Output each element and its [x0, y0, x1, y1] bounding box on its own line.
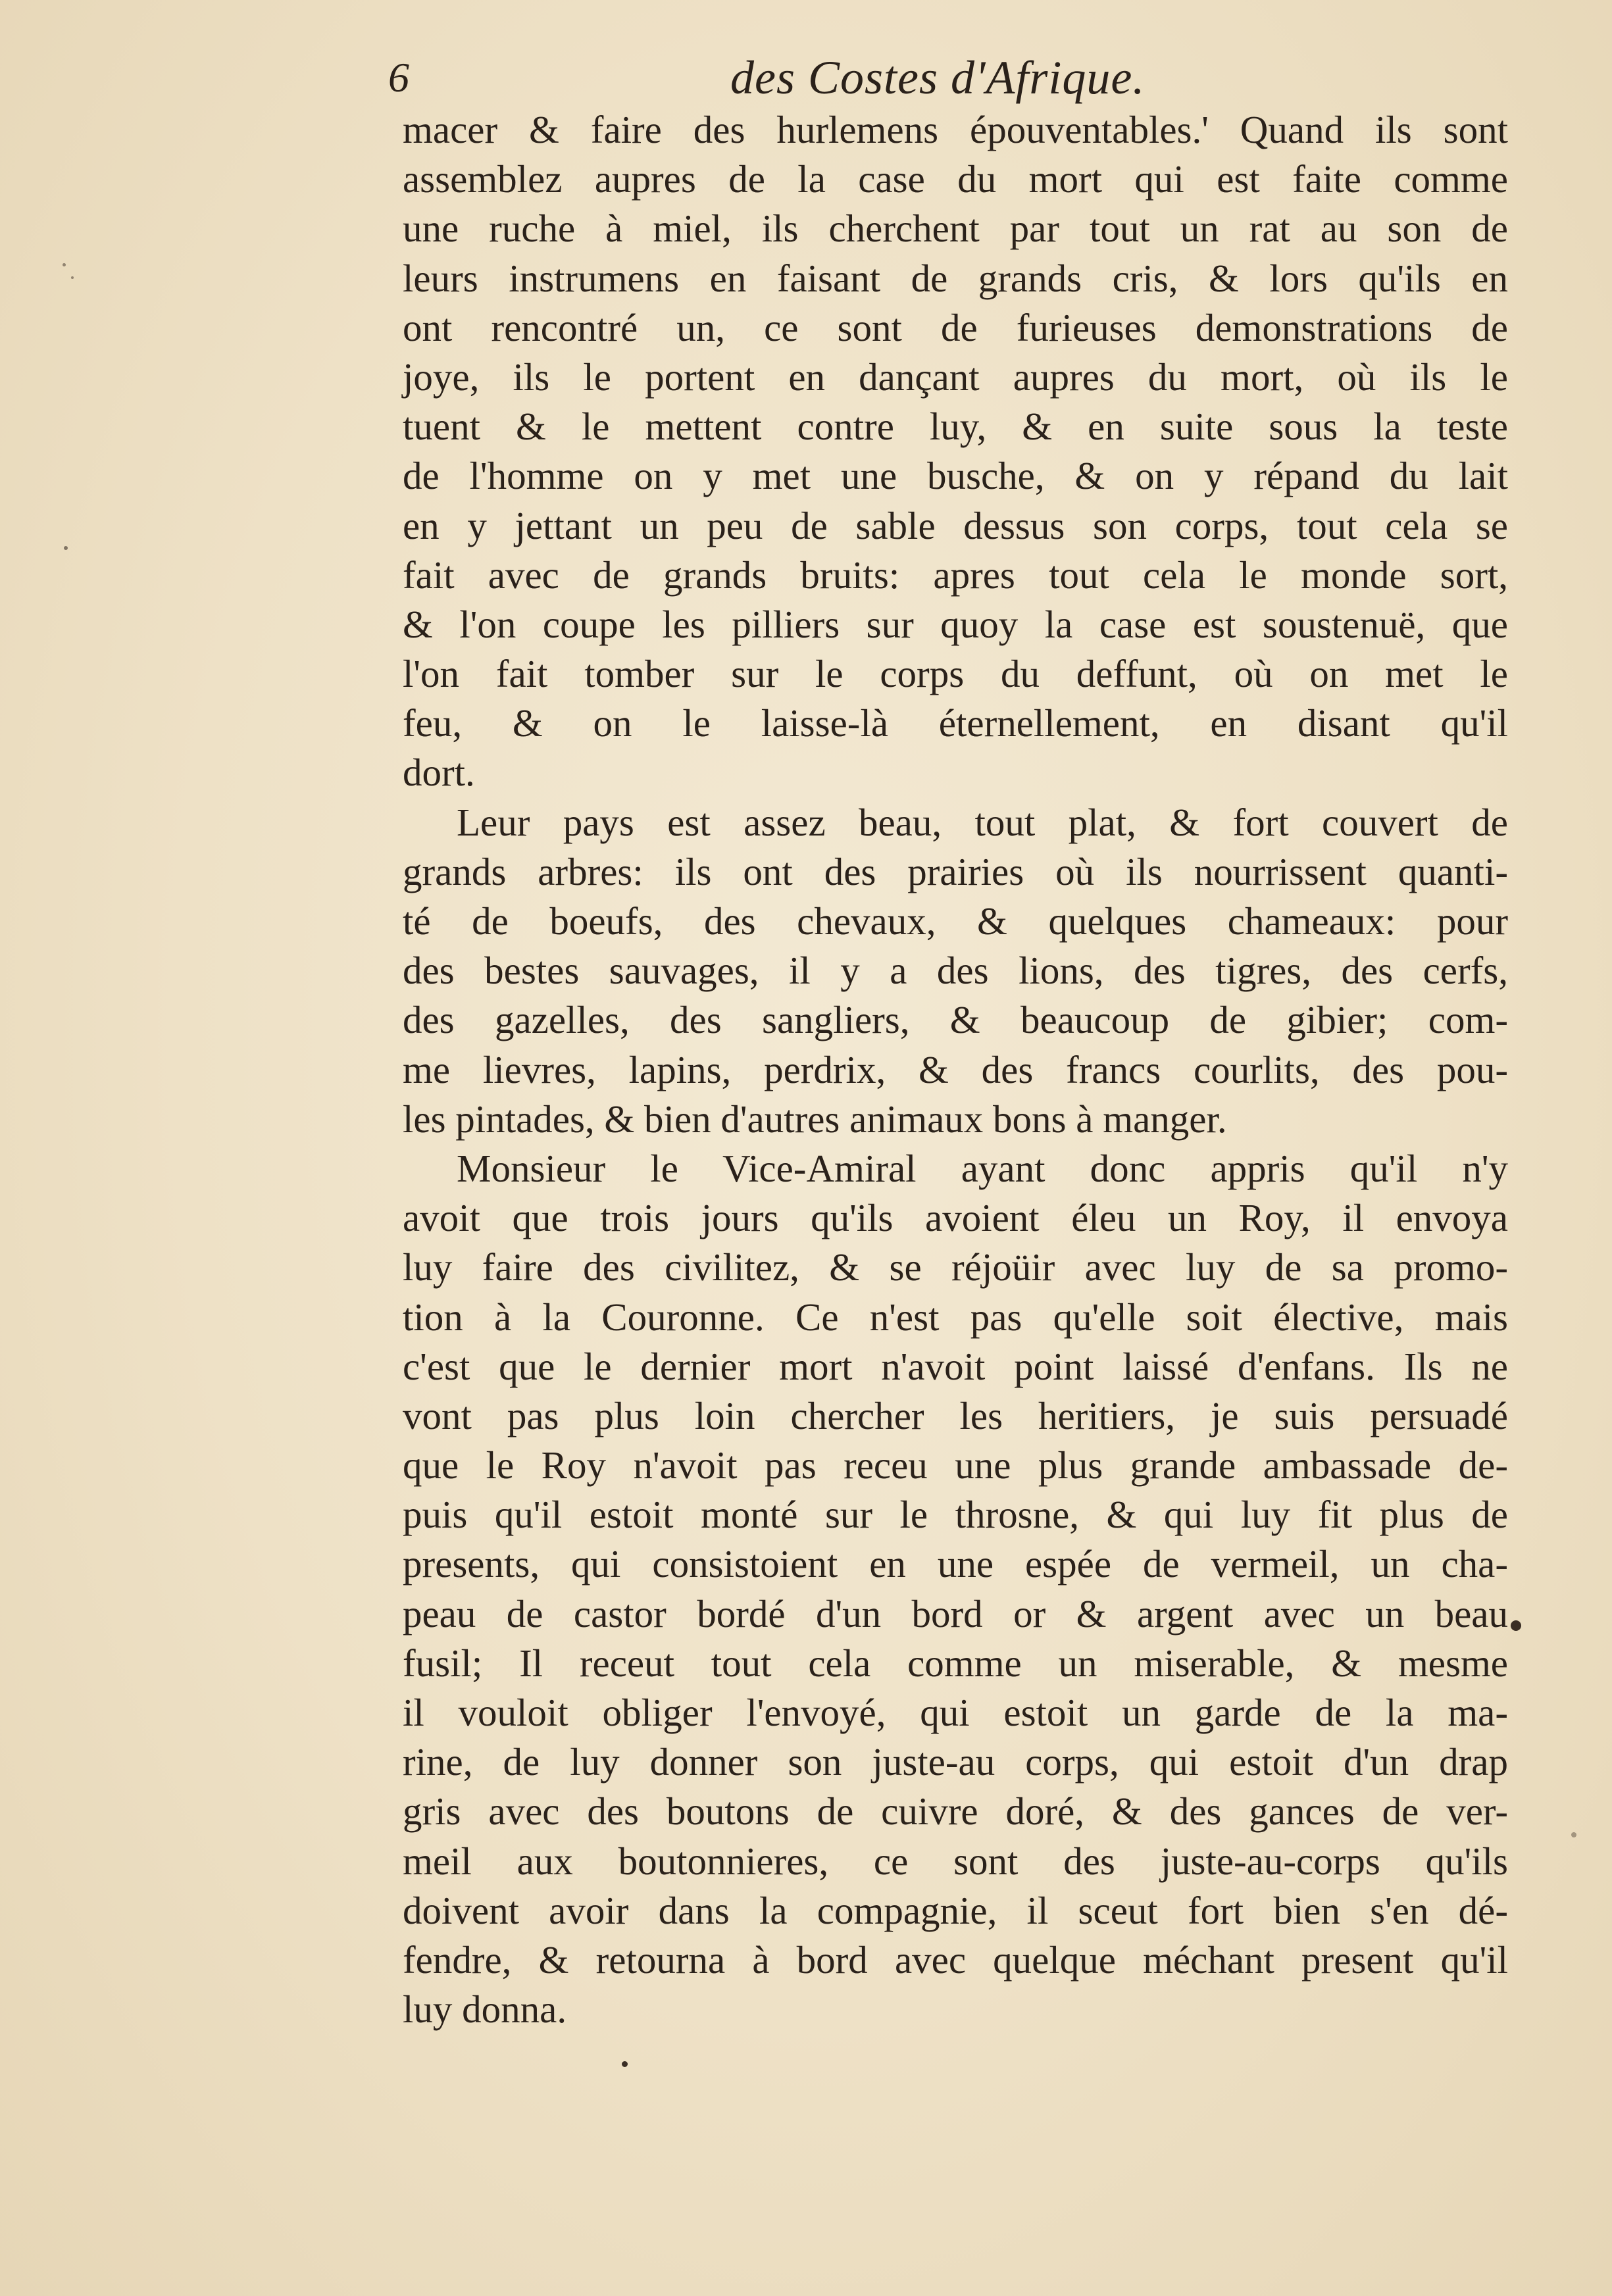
ink-speck: [71, 276, 74, 279]
text-line: fusil; Il receut tout cela comme un miserable, & mesme: [403, 1641, 1508, 1685]
text-line: de l'homme on y met une busche, & on y répand du lait: [403, 454, 1508, 498]
text-line: presents, qui consistoient en une espée de vermeil, un cha-: [403, 1542, 1508, 1586]
text-line: grands arbres: ils ont des prairies où ils nourrissent quanti-: [403, 849, 1508, 893]
text-line: c'est que le dernier mort n'avoit point laissé d'enfans. Ils ne: [403, 1344, 1508, 1388]
text-line: puis qu'il estoit monté sur le throsne, & qui luy fit plus de: [403, 1493, 1508, 1537]
text-line: té de boeufs, des chevaux, & quelques chameaux: pour: [403, 899, 1508, 943]
text-line: peau de castor bordé d'un bord or & argent avec un beau: [403, 1591, 1508, 1635]
text-line: tion à la Couronne. Ce n'est pas qu'elle soit élective, mais: [403, 1295, 1508, 1339]
text-line: doivent avoir dans la compagnie, il sceut fort bien s'en dé-: [403, 1888, 1508, 1932]
text-line: dort.: [403, 751, 475, 795]
paragraph: [403, 798, 1508, 1144]
text-line: feu, & on le laisse-là éternellement, en disant qu'il: [403, 701, 1508, 745]
ink-speck: [622, 2061, 628, 2067]
body-text: [403, 105, 1508, 2034]
text-line: joye, ils le portent en dançant aupres du mort, où ils le: [403, 355, 1508, 399]
text-line: que le Roy n'avoit pas receu une plus grande ambassade de-: [403, 1443, 1508, 1487]
text-line: fait avec de grands bruits: apres tout cela le monde sort,: [403, 553, 1508, 597]
text-line: assemblez aupres de la case du mort qui est faite comme: [403, 157, 1508, 201]
ink-speck: [64, 546, 68, 550]
text-line: l'on fait tomber sur le corps du deffunt, où on met le: [403, 652, 1508, 696]
text-line: des bestes sauvages, il y a des lions, des tigres, des cerfs,: [403, 949, 1508, 993]
text-line: tuent & le mettent contre luy, & en suite sous la teste: [403, 405, 1508, 449]
text-line: une ruche à miel, ils cherchent par tout un rat au son de: [403, 207, 1508, 251]
text-line: meil aux boutonnieres, ce sont des juste-au-corps qu'ils: [403, 1839, 1508, 1883]
text-line: gris avec des boutons de cuivre doré, & des gances de ver-: [403, 1789, 1508, 1834]
text-line: avoit que trois jours qu'ils avoient éleu un Roy, il envoya: [403, 1196, 1508, 1240]
text-line: des gazelles, des sangliers, & beaucoup de gibier; com-: [403, 998, 1508, 1042]
paragraph: [403, 1144, 1508, 2034]
text-line: vont pas plus loin chercher les heritiers, je suis persuadé: [403, 1393, 1508, 1437]
paragraph: [403, 105, 1508, 798]
ink-speck: [1511, 1620, 1521, 1631]
text-line: les pintades, & bien d'autres animaux bons à manger.: [403, 1097, 1227, 1141]
ink-speck: [63, 263, 66, 266]
running-title: des Costes d'Afrique.: [730, 51, 1146, 104]
page-number: 6: [388, 54, 409, 101]
text-line: luy faire des civilitez, & se réjoüir avec luy de sa promo-: [403, 1245, 1508, 1289]
text-line: me lievres, lapins, perdrix, & des francs courlits, des pou-: [403, 1047, 1508, 1091]
text-line: macer & faire des hurlemens épouventables.' Quand ils sont: [403, 108, 1508, 151]
text-line: & l'on coupe les pilliers sur quoy la case est soustenuë, que: [403, 602, 1508, 646]
text-line: en y jettant un peu de sable dessus son corps, tout cela se: [403, 503, 1508, 547]
text-line: luy donna.: [403, 1987, 567, 2032]
text-line: Monsieur le Vice-Amiral ayant donc appris qu'il n'y: [457, 1146, 1508, 1190]
text-line: leurs instrumens en faisant de grands cris, & lors qu'ils en: [403, 256, 1508, 300]
text-line: rine, de luy donner son juste-au corps, qui estoit d'un drap: [403, 1740, 1508, 1784]
text-line: Leur pays est assez beau, tout plat, & fort couvert de: [457, 800, 1508, 844]
text-line: ont rencontré un, ce sont de furieuses demonstrations de: [403, 305, 1508, 349]
text-line: il vouloit obliger l'envoyé, qui estoit un garde de la ma-: [403, 1691, 1508, 1734]
page-header: [388, 46, 1244, 105]
ink-speck: [1571, 1832, 1576, 1837]
text-line: fendre, & retourna à bord avec quelque méchant present qu'il: [403, 1937, 1508, 1982]
